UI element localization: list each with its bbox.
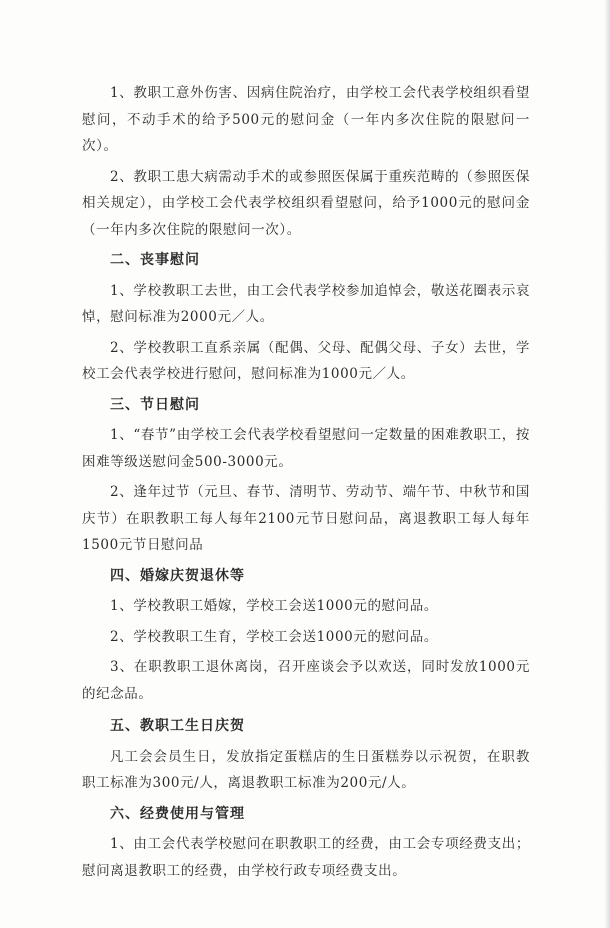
paragraph-holiday-gifts: 2、逢年过节（元旦、春节、清明节、劳动节、端午节、中秋节和国庆节）在职教职工每人每年2100元节日慰问品，离退教职工每人每年1500元节日慰问品 [82,484,530,553]
document-content [82,80,530,884]
section-heading-wedding-retirement: 四、婚嫁庆贺退休等 [110,567,245,584]
paragraph-staff-death: 1、学校教职工去世，由工会代表学校参加追悼会，敬送花圈表示哀悼，慰问标准为2000元／人。 [82,282,530,325]
paragraph-retirement: 3、在职教职工退休离岗，召开座谈会予以欢送，同时发放1000元的纪念品。 [82,659,530,702]
section-heading-funding: 六、经费使用与管理 [110,805,245,822]
paragraph-hospital-visit-surgery: 2、教职工患大病需动手术的或参照医保属于重疾范畴的（参照医保相关规定），由学校工会代表学校组织看望慰问，给予1000元的慰问金（一年内多次住院的限慰问一次）。 [82,168,530,238]
paragraph-hospital-visit-no-surgery: 1、教职工意外伤害、因病住院治疗，由学校工会代表学校组织看望慰问，不动手术的给予500元的慰问金（一年内多次住院的限慰问一次）。 [82,85,530,154]
section-heading-birthday: 五、教职工生日庆贺 [110,718,245,734]
section-heading-holiday: 三、节日慰问 [110,396,200,413]
paragraph-relative-death: 2、学校教职工直系亲属（配偶、父母、配偶父母、子女）去世，学校工会代表学校进行慰问，慰问标准为1000元／人。 [82,339,530,382]
paragraph-spring-festival: 1、“春节”由学校工会代表学校看望慰问一定数量的困难教职工，按困难等级送慰问金500-3000元。 [82,427,530,470]
paragraph-wedding: 1、学校教职工婚嫁，学校工会送1000元的慰问品。 [110,598,438,614]
paragraph-childbirth: 2、学校教职工生育，学校工会送1000元的慰问品。 [110,628,438,645]
paragraph-birthday-cake: 凡工会会员生日，发放指定蛋糕店的生日蛋糕券以示祝贺，在职教职工标准为300元/人，离退教职工标准为200元/人。 [82,748,530,791]
section-heading-funeral: 二、丧事慰问 [110,252,200,268]
paragraph-funding-source: 1、由工会代表学校慰问在职教职工的经费，由工会专项经费支出；慰问离退教职工的经费，由学校行政专项经费支出。 [82,836,530,879]
page-edge-shadow [604,0,610,928]
